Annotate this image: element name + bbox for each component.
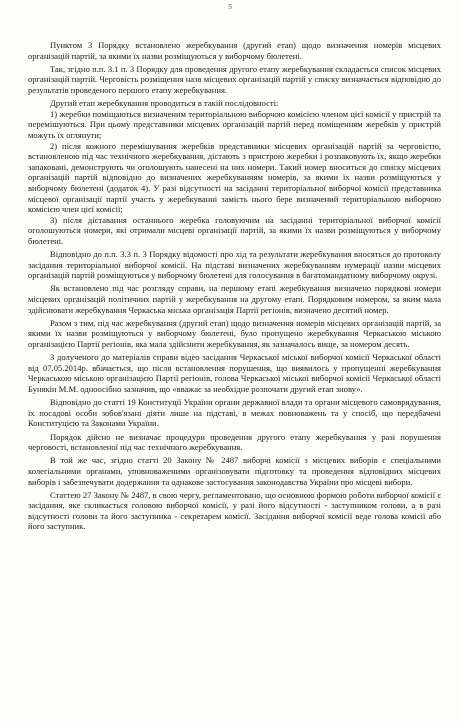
- paragraph: Так, згідно п.п. 3.1 п. 3 Порядку для проведення другого етапу жеребкування складається список місцевих організацій партій. Черговість розміщення назв місцевих організацій партій у списку визначається відповідно до результатів проведеного першого етапу жеребкування.: [28, 63, 441, 95]
- paragraph: 1) жеребки поміщаються визначеним територіальною виборчою комісією членом цієї комісії у пристрій та перемішуються. При цьому представники місцевих організацій партій перед поміщенням жеребків у пристрій можуть їх оглянути;: [28, 108, 441, 140]
- document-body: [28, 40, 441, 532]
- paragraph: 2) після кожного перемішування жеребків представники місцевих організацій партій за черговістю, встановленою під час технічного жеребкування, дістають з пристрою жеребки і розпаковують їх, якщо жеребки запаковані, демонструють чи оголошують нанесені на них номери. Такий номер вноситься до списку місцевих організацій партій відповідно до визначених жеребкуванням номерів, за якими їх назви розміщуються у виборчому бюлетені (додаток 4). У разі відсутності на засіданні територіальної виборчої комісії представника місцевої організації партії участь у жеребкуванні замість нього бере визначений територіальною виборчою комісією член цієї комісії;: [28, 140, 441, 215]
- paragraph: Відповідно до п.п. 3.3 п. 3 Порядку відомості про хід та результати жеребкування вносяться до протоколу засідання територіальної виборчої комісії. На підставі визначених жеребкуванням нумерації назви місцевих організацій партій розміщуються у виборчому бюлетені для голосування в багатомандатному виборчому окрузі.: [28, 249, 441, 281]
- paragraph: Як встановлено під час розгляду справи, на першому етапі жеребкування визначено порядкові номери місцевих організацій політичних партій у жеребкування на другому етапі. Порядковим номером, за яким мала здійснювати жеребкування Черкаська міська організація Партії регіонів, визначено десятий номер.: [28, 283, 441, 315]
- paragraph: В той же час, згідно статті 20 Закону № 2487 виборчі комісії з місцевих виборів є спеціальними колегіальними органами, уповноваженими організовувати підготовку та проведення відповідних місцевих виборів і забезпечувати додержання та однакове застосування законодавства України про місцеві вибори.: [28, 455, 441, 487]
- paragraph: Порядок дійсно не визначає процедури проведення другого етапу жеребкування у разі порушення черговості, встановленої під час технічного жеребкування.: [28, 431, 441, 453]
- paragraph: Статтею 27 Закону № 2487, в свою чергу, регламентовано, що основною формою роботи виборчої комісії є засідання, яке скликається головою виборчої комісії, у разі його відсутності - заступником голови, а в разі відсутності голови та його заступника - секретарем комісії. Засідання виборчої комісії веде голова комісії або його заступник.: [28, 489, 441, 532]
- paragraph: Другий етап жеребкування проводиться в такій послідовності:: [50, 98, 279, 109]
- paragraph: Відповідно до статті 19 Конституції України органи державної влади та органи місцевого самоврядування, їх посадові особи зобов'язані діяти лише на підставі, в межах повноважень та у спосіб, що передбачені Конституцією та Законами України.: [28, 397, 441, 429]
- page-number: 5: [228, 3, 232, 11]
- paragraph: Пунктом 3 Порядку встановлено жеребкування (другий етап) щодо визначення номерів місцевих організацій партій, за якими їх назви розміщуються у виборчому бюлетені.: [28, 40, 441, 61]
- paragraph: З долученого до матеріалів справи відео засідання Черкаської міської виборчої комісії Черкаської області від 07.05.2014р. вбачається, що після встановлення порушення, що виявилось у пропущенні жеребкування Черкаською міською організацією Партії регіонів, голова Черкаської міської виборчої комісії Черкаської області Бунякін М.М. одноосібно зазначив, що «вважає за необхідне розпочати другий етап знову».: [28, 352, 441, 394]
- paragraph: Разом з тим, під час жеребкування (другий етап) щодо визначення номерів місцевих організацій партій, за якими їх назви розміщуються у виборчому бюлетені, було пропущено жеребкування Черкаською міською організацією Партії регіонів, яка мала здійснити жеребкування, як зазначалось вище, за номером десять.: [28, 317, 441, 349]
- paragraph: 3) після діставання останнього жеребка головуючим на засіданні територіальної виборчої комісії оголошуються номери, які отримали місцеві організації партій, за якими їх назви розміщуються у виборчому бюлетені.: [28, 214, 441, 246]
